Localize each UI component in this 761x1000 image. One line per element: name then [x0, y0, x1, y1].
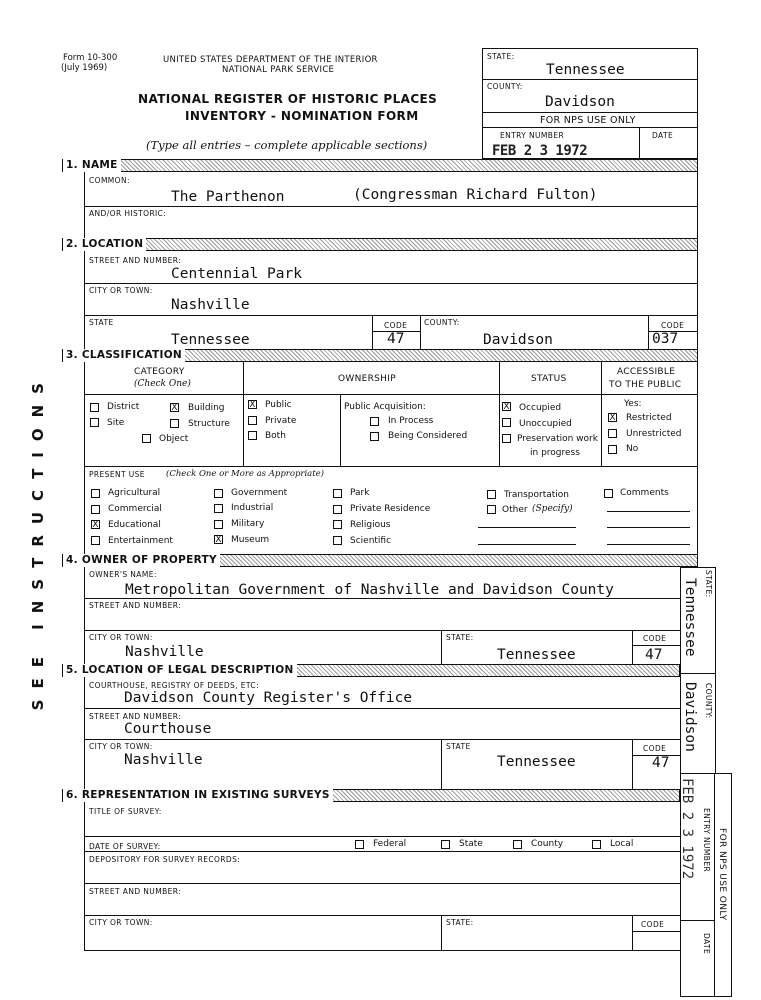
federal-checkbox[interactable]: [355, 840, 364, 849]
no-label: No: [626, 444, 639, 454]
divider: [632, 931, 680, 932]
county-code-label: CODE: [661, 321, 685, 330]
section-5-header: 5. LOCATION OF LEGAL DESCRIPTION: [62, 664, 680, 677]
entry-number-label: ENTRY NUMBER: [500, 131, 565, 140]
divider: [84, 466, 697, 467]
agency-line: NATIONAL PARK SERVICE: [222, 65, 335, 75]
form-subtitle: INVENTORY - NOMINATION FORM: [185, 109, 419, 123]
other-checkbox[interactable]: [487, 505, 496, 514]
occupied-label: Occupied: [519, 403, 562, 413]
divider: [84, 394, 697, 395]
county-code-value: 037: [652, 331, 679, 347]
divider: [84, 206, 697, 207]
specify-line: [478, 544, 576, 545]
legal-code-value: 47: [652, 755, 670, 771]
survey-title-label: TITLE OF SURVEY:: [89, 807, 162, 816]
divider: [441, 630, 442, 664]
divider: [243, 362, 244, 466]
structure-label: Structure: [188, 419, 230, 429]
divider: [482, 127, 698, 128]
side-strip-top: [680, 567, 715, 568]
in-progress-label: in progress: [530, 448, 580, 458]
divider: [482, 79, 698, 80]
scientific-checkbox[interactable]: [333, 536, 342, 545]
state-survey-checkbox[interactable]: [441, 840, 450, 849]
side-entry-label: ENTRY NUMBER: [702, 808, 711, 873]
agricultural-label: Agricultural: [108, 488, 161, 498]
entry-date-label: DATE: [652, 131, 674, 140]
private-residence-label: Private Residence: [350, 504, 431, 514]
owner-city-value: Nashville: [125, 644, 204, 660]
registry-value: Davidson County Register's Office: [124, 690, 413, 706]
local-label: Local: [610, 839, 634, 849]
side-date-label: DATE: [702, 933, 711, 955]
museum-checkbox[interactable]: X: [215, 535, 222, 545]
preservation-label: Preservation work: [517, 434, 598, 444]
preservation-checkbox[interactable]: [502, 434, 511, 443]
divider: [340, 394, 341, 466]
side-county-label: COUNTY:: [704, 683, 713, 719]
nps-county-label: COUNTY:: [487, 82, 523, 91]
no-checkbox[interactable]: [608, 445, 617, 454]
divider: [680, 920, 714, 921]
industrial-label: Industrial: [231, 503, 274, 513]
present-use-sub: (Check One or More as Appropriate): [166, 469, 324, 479]
form-title: NATIONAL REGISTER OF HISTORIC PLACES: [138, 92, 438, 106]
state-survey-label: State: [459, 839, 483, 849]
divider: [84, 630, 680, 631]
divider: [632, 645, 680, 646]
legal-city-label: CITY OR TOWN:: [89, 742, 153, 751]
federal-label: Federal: [373, 839, 407, 849]
section-2-header: 2. LOCATION: [62, 238, 698, 251]
divider: [84, 851, 680, 852]
divider: [84, 883, 680, 884]
entry-instructions: (Type all entries – complete applicable sections): [146, 138, 428, 152]
state-code-label: CODE: [384, 321, 408, 330]
side-nps-only: FOR NPS USE ONLY: [717, 828, 727, 921]
specify-label: (Specify): [532, 504, 573, 514]
being-considered-label: Being Considered: [388, 431, 468, 441]
divider: [84, 708, 680, 709]
divider: [648, 315, 649, 349]
object-label: Object: [159, 434, 189, 444]
entertainment-label: Entertainment: [108, 536, 173, 546]
side-strip-right: [715, 567, 716, 773]
legal-city-value: Nashville: [124, 752, 203, 768]
survey-street-label: STREET AND NUMBER:: [89, 887, 182, 896]
divider: [441, 739, 442, 789]
educational-checkbox[interactable]: X: [92, 520, 99, 530]
agricultural-checkbox[interactable]: [91, 489, 100, 498]
status-heading: STATUS: [531, 374, 567, 384]
city-label: CITY OR TOWN:: [89, 286, 153, 295]
category-heading: CATEGORY: [134, 367, 185, 377]
park-label: Park: [350, 488, 370, 498]
survey-city-label: CITY OR TOWN:: [89, 918, 153, 927]
side-state-label: STATE:: [704, 570, 713, 598]
divider: [441, 915, 442, 950]
survey-code-label: CODE: [641, 920, 665, 929]
scientific-label: Scientific: [350, 536, 392, 546]
unoccupied-checkbox[interactable]: [502, 418, 511, 427]
nps-state-label: STATE:: [487, 52, 515, 61]
divider: [84, 915, 680, 916]
structure-checkbox[interactable]: [170, 419, 179, 428]
frame-bottom: [84, 950, 680, 951]
accessible-heading: ACCESSIBLE: [617, 367, 676, 377]
city-value: Nashville: [171, 297, 250, 313]
comments-line: [607, 544, 690, 545]
museum-label: Museum: [231, 535, 270, 545]
divider: [84, 283, 697, 284]
private-checkbox[interactable]: [248, 416, 257, 425]
district-checkbox[interactable]: [90, 403, 99, 412]
section-6-header: 6. REPRESENTATION IN EXISTING SURVEYS: [62, 789, 680, 802]
building-checkbox[interactable]: X: [171, 403, 178, 413]
commercial-label: Commercial: [108, 504, 162, 514]
occupied-checkbox[interactable]: X: [503, 402, 510, 412]
form-number: Form 10-300: [63, 53, 118, 63]
owner-state-value: Tennessee: [497, 647, 576, 663]
registry-label: COURTHOUSE, REGISTRY OF DEEDS, ETC:: [89, 681, 259, 690]
divider: [632, 630, 633, 664]
entertainment-checkbox[interactable]: [91, 536, 100, 545]
district-label: District: [107, 402, 140, 412]
being-considered-checkbox[interactable]: [370, 432, 379, 441]
owner-code-label: CODE: [643, 634, 667, 643]
divider: [84, 598, 680, 599]
unoccupied-label: Unoccupied: [519, 419, 572, 429]
legal-state-value: Tennessee: [497, 754, 576, 770]
unrestricted-label: Unrestricted: [626, 429, 682, 439]
divider: [601, 362, 602, 466]
public-label: Public: [265, 400, 292, 410]
survey-date-label: DATE OF SURVEY:: [89, 842, 161, 851]
side-stamp: FEB 2 3 1972: [679, 778, 695, 880]
restricted-label: Restricted: [626, 413, 672, 423]
divider: [84, 836, 680, 837]
private-label: Private: [265, 416, 297, 426]
depository-label: DEPOSITORY FOR SURVEY RECORDS:: [89, 855, 241, 864]
divider: [632, 915, 633, 950]
public-checkbox[interactable]: X: [249, 400, 256, 410]
survey-state-label: STATE:: [446, 918, 474, 927]
common-note: (Congressman Richard Fulton): [353, 187, 598, 203]
nps-state-value: Tennessee: [546, 62, 625, 78]
historic-label: AND/OR HISTORIC:: [89, 209, 167, 218]
owner-city-label: CITY OR TOWN:: [89, 633, 153, 642]
county-value: Davidson: [483, 332, 553, 348]
transportation-checkbox[interactable]: [487, 490, 496, 499]
unrestricted-checkbox[interactable]: [608, 429, 617, 438]
divider: [639, 127, 640, 159]
state-code-value: 47: [387, 331, 405, 347]
divider: [84, 739, 680, 740]
specify-line: [478, 527, 576, 528]
educational-label: Educational: [108, 520, 161, 530]
department-line: UNITED STATES DEPARTMENT OF THE INTERIOR: [163, 55, 378, 65]
building-label: Building: [188, 403, 225, 413]
both-label: Both: [265, 431, 286, 441]
religious-checkbox[interactable]: [333, 520, 342, 529]
county-survey-label: County: [531, 839, 564, 849]
divider: [482, 112, 698, 113]
side-county-value: Davidson: [682, 682, 698, 752]
street-value: Centennial Park: [171, 266, 302, 282]
state-value: Tennessee: [171, 332, 250, 348]
divider: [372, 315, 373, 349]
comments-line: [607, 511, 690, 512]
comments-checkbox[interactable]: [604, 489, 613, 498]
present-use-label: PRESENT USE: [89, 470, 145, 479]
park-checkbox[interactable]: [333, 489, 342, 498]
in-process-checkbox[interactable]: [370, 417, 379, 426]
accessible-heading-2: TO THE PUBLIC: [609, 380, 682, 390]
comments-line: [607, 527, 690, 528]
religious-label: Religious: [350, 520, 391, 530]
military-checkbox[interactable]: [214, 520, 223, 529]
owner-state-label: STATE:: [446, 633, 474, 642]
category-sub: (Check One): [134, 379, 191, 389]
divider: [499, 362, 500, 466]
comments-label: Comments: [620, 488, 669, 498]
nps-use-only: FOR NPS USE ONLY: [540, 115, 636, 126]
site-checkbox[interactable]: [90, 418, 99, 427]
common-name: The Parthenon: [171, 189, 285, 205]
county-survey-checkbox[interactable]: [513, 840, 522, 849]
legal-state-label: STATE: [446, 742, 471, 751]
divider: [680, 673, 715, 674]
divider: [714, 773, 715, 997]
yes-label: Yes:: [624, 399, 642, 409]
county-label: COUNTY:: [424, 318, 460, 327]
military-label: Military: [231, 519, 265, 529]
legal-street-label: STREET AND NUMBER:: [89, 712, 182, 721]
commercial-checkbox[interactable]: [91, 505, 100, 514]
industrial-checkbox[interactable]: [214, 504, 223, 513]
divider: [420, 315, 421, 349]
legal-street-value: Courthouse: [124, 721, 212, 737]
site-label: Site: [107, 418, 125, 428]
street-label: STREET AND NUMBER:: [89, 256, 182, 265]
owner-value: Metropolitan Government of Nashville and Davidson County: [125, 582, 614, 598]
nps-county-value: Davidson: [545, 94, 615, 110]
side-state-value: Tennessee: [682, 578, 698, 657]
common-label: COMMON:: [89, 176, 130, 185]
other-label: Other: [502, 505, 528, 515]
form-date: (July 1969): [61, 63, 108, 73]
ownership-heading: OWNERSHIP: [338, 374, 396, 384]
object-checkbox[interactable]: [142, 434, 151, 443]
state-label: STATE: [89, 318, 114, 327]
section-3-header: 3. CLASSIFICATION: [62, 349, 698, 362]
acquisition-label: Public Acquisition:: [344, 402, 426, 412]
received-stamp: FEB 2 3 1972: [492, 143, 588, 159]
both-checkbox[interactable]: [248, 431, 257, 440]
see-instructions: SEE INSTRUCTIONS: [29, 372, 47, 711]
restricted-checkbox[interactable]: X: [609, 413, 616, 423]
in-process-label: In Process: [388, 416, 434, 426]
legal-code-label: CODE: [643, 744, 667, 753]
government-checkbox[interactable]: [214, 489, 223, 498]
owner-label: OWNER'S NAME:: [89, 570, 157, 579]
transportation-label: Transportation: [504, 490, 569, 500]
section-1-header: 1. NAME: [62, 159, 698, 172]
owner-street-label: STREET AND NUMBER:: [89, 601, 182, 610]
frame-right: [697, 172, 698, 568]
section-4-header: 4. OWNER OF PROPERTY: [62, 554, 698, 567]
divider: [632, 739, 633, 789]
government-label: Government: [231, 488, 288, 498]
owner-code-value: 47: [645, 647, 663, 663]
local-checkbox[interactable]: [592, 840, 601, 849]
private-residence-checkbox[interactable]: [333, 505, 342, 514]
divider: [84, 315, 697, 316]
